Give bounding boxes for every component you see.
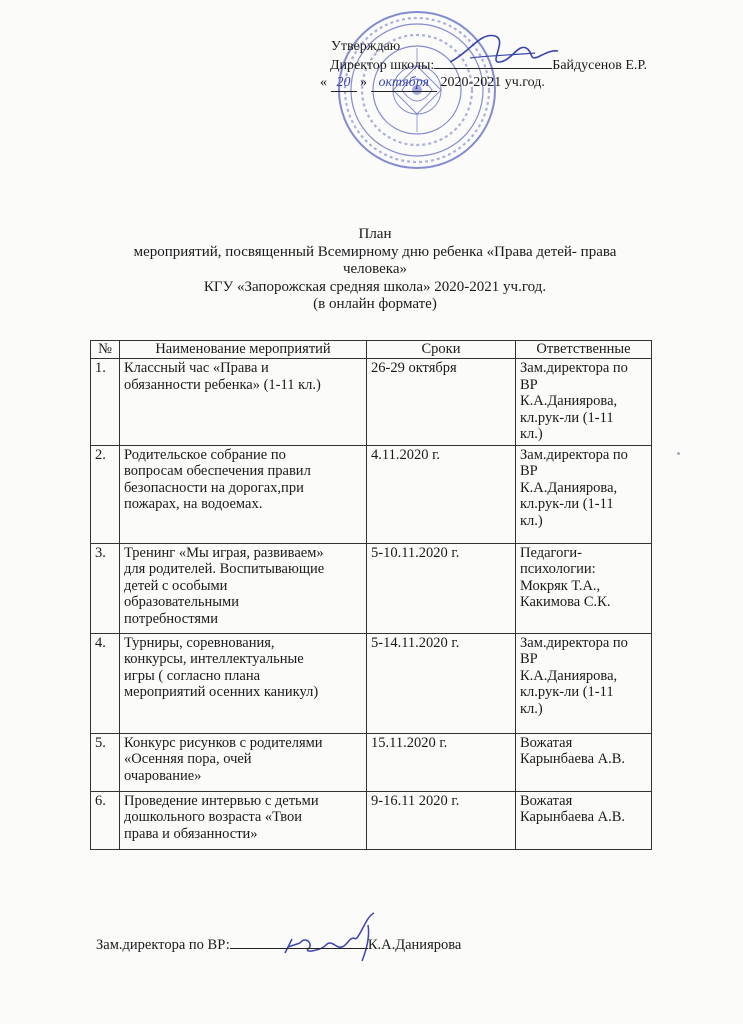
title-line-5: (в онлайн формате) bbox=[313, 296, 437, 312]
row-dates: 15.11.2020 г. bbox=[367, 733, 516, 791]
row-dates: 5-14.11.2020 г. bbox=[367, 633, 516, 733]
row-responsible: Вожатая Карынбаева А.В. bbox=[516, 733, 652, 791]
row-event-name: Проведение интервью с детьми дошкольного возраста «Твои права и обязанности» bbox=[120, 791, 367, 849]
row-event-name: Конкурс рисунков с родителями «Осенняя пора, очей очарование» bbox=[120, 733, 367, 791]
row-responsible: Зам.директора по ВР К.А.Даниярова, кл.рук-ли (1-11 кл.) bbox=[516, 633, 652, 733]
academic-year: 2020-2021 уч.год. bbox=[440, 75, 545, 90]
row-dates: 5-10.11.2020 г. bbox=[367, 543, 516, 633]
row-event-name: Родительское собрание по вопросам обеспечения правил безопасности на дорогах,при пожарах, на водоемах. bbox=[120, 445, 367, 543]
title-line-2: мероприятий, посвященный Всемирному дню ребенка «Права детей- права bbox=[133, 243, 617, 260]
row-number: 2. bbox=[91, 445, 120, 543]
footer-label: Зам.директора по ВР: bbox=[96, 937, 230, 953]
table-row bbox=[91, 543, 652, 633]
row-number: 4. bbox=[91, 633, 120, 733]
signature-line bbox=[434, 56, 552, 69]
footer-signature-blank bbox=[230, 935, 368, 949]
header-responsible: Ответственные bbox=[516, 341, 652, 359]
table-header-row bbox=[91, 341, 652, 359]
date-day: 20 bbox=[331, 74, 357, 92]
approval-date-line bbox=[320, 74, 545, 92]
row-event-name: Классный час «Права и обязанности ребенка» (1-11 кл.) bbox=[120, 359, 367, 446]
table-row bbox=[91, 359, 652, 446]
row-responsible: Педагоги- психологии: Мокряк Т.А., Какимова С.К. bbox=[516, 543, 652, 633]
title-line-3: человека» bbox=[342, 261, 408, 277]
header-event-name: Наименование мероприятий bbox=[120, 341, 367, 359]
table-row bbox=[91, 733, 652, 791]
table-row bbox=[91, 633, 652, 733]
title-line-4: КГУ «Запорожская средняя школа» 2020-2021 уч.год. bbox=[203, 278, 547, 295]
footer-name: К.А.Даниярова bbox=[367, 937, 462, 953]
footer-signature-line bbox=[96, 935, 461, 954]
row-event-name: Тренинг «Мы играя, развиваем» для родителей. Воспитывающие детей с особыми образовательными потребностями bbox=[120, 543, 367, 633]
director-label: Директор школы: bbox=[330, 58, 435, 73]
row-number: 6. bbox=[91, 791, 120, 849]
row-number: 5. bbox=[91, 733, 120, 791]
row-responsible: Зам.директора по ВР К.А.Даниярова, кл.рук-ли (1-11 кл.) bbox=[516, 445, 652, 543]
director-line bbox=[330, 56, 647, 74]
scan-speck bbox=[677, 452, 680, 455]
table-row bbox=[91, 791, 652, 849]
document-title bbox=[90, 226, 660, 314]
date-close-quote: » bbox=[360, 75, 367, 90]
row-dates: 4.11.2020 г. bbox=[367, 445, 516, 543]
row-responsible: Вожатая Карынбаева А.В. bbox=[516, 791, 652, 849]
approve-label: Утверждаю bbox=[331, 39, 401, 54]
header-dates: Сроки bbox=[367, 341, 516, 359]
date-open-quote: « bbox=[320, 75, 327, 90]
row-number: 3. bbox=[91, 543, 120, 633]
date-month: октября bbox=[371, 74, 438, 92]
row-number: 1. bbox=[91, 359, 120, 446]
row-dates: 26-29 октября bbox=[367, 359, 516, 446]
title-line-1: План bbox=[358, 226, 392, 242]
row-dates: 9-16.11 2020 г. bbox=[367, 791, 516, 849]
events-table bbox=[90, 340, 652, 850]
header-number: № bbox=[91, 341, 120, 359]
row-responsible: Зам.директора по ВР К.А.Даниярова, кл.рук-ли (1-11 кл.) bbox=[516, 359, 652, 446]
table-row bbox=[91, 445, 652, 543]
row-event-name: Турниры, соревнования, конкурсы, интеллектуальные игры ( согласно плана мероприятий осенних каникул) bbox=[120, 633, 367, 733]
director-name: Байдусенов Е.Р. bbox=[552, 58, 647, 73]
